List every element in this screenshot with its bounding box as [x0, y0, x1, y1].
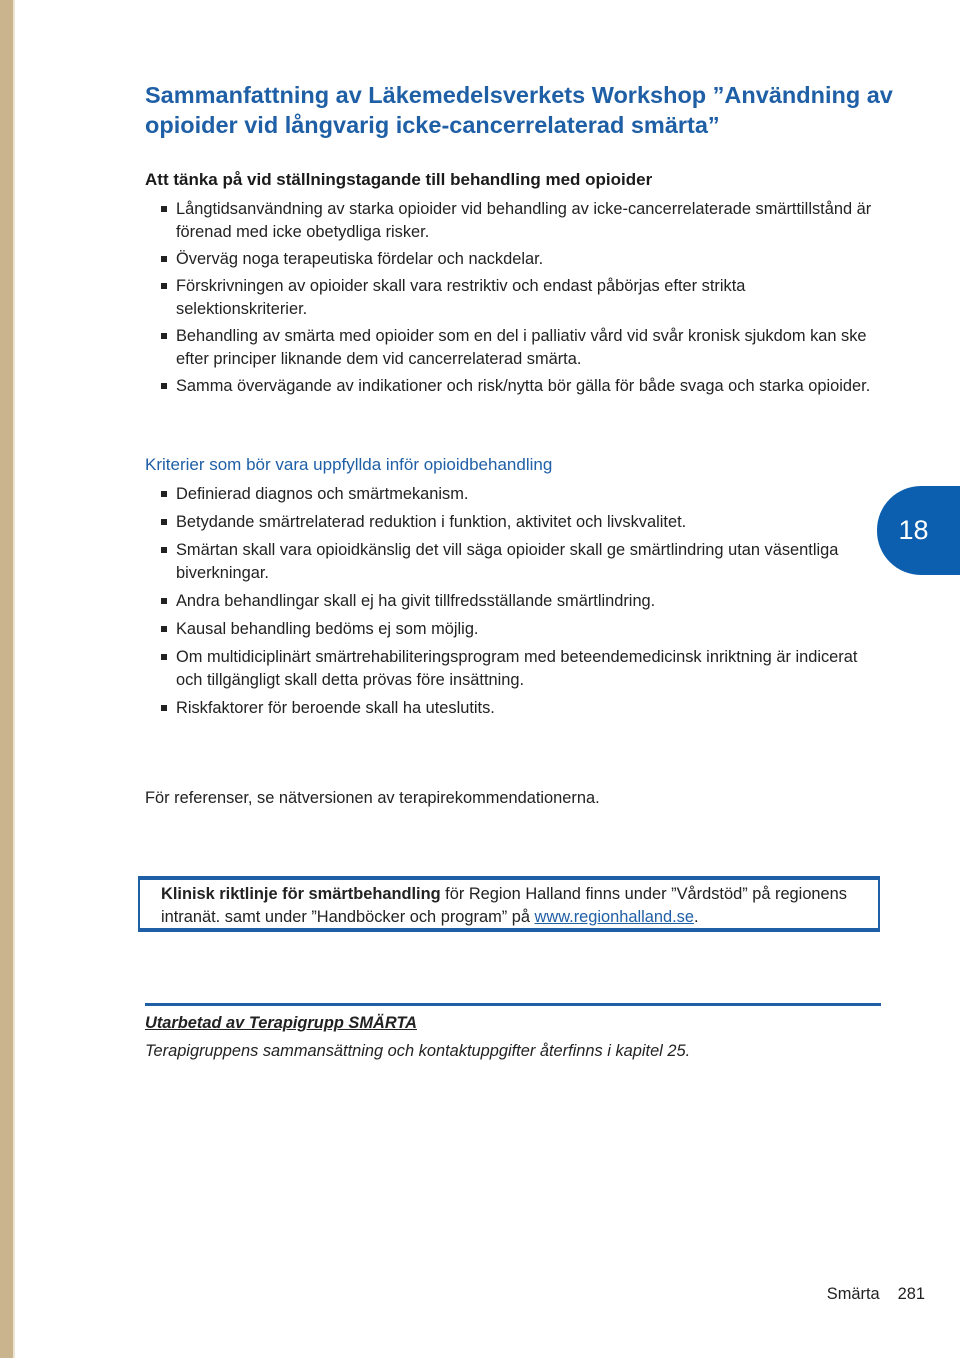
- list-item: [145, 697, 880, 720]
- list-item-text: Smärtan skall vara opioidkänslig det vill säga opioider skall ge smärtlindring utan väsentliga biverkningar.: [176, 541, 839, 582]
- footer-text: Terapigruppens sammansättning och kontaktuppgifter återfinns i kapitel 25.: [145, 1042, 691, 1060]
- list-item-text: Riskfaktorer för beroende skall ha uteslutits.: [176, 699, 495, 717]
- page-number: 281: [897, 1285, 925, 1303]
- list-item-text: Långtidsanvändning av starka opioider vid behandling av icke-cancerrelaterade smärttillstånd är förenad med icke obetydliga risker.: [176, 200, 872, 241]
- list-item-text: Behandling av smärta med opioider som en del i palliativ vård vid svår kronisk sjukdom kan ske efter principer liknande dem vid cancerrelaterad smärta.: [176, 327, 867, 368]
- page-section-name: Smärta: [826, 1285, 880, 1303]
- references-note: För referenser, se nätversionen av terapirekommendationerna.: [145, 789, 600, 807]
- chapter-tab: [877, 486, 960, 575]
- page-margin-stripe: [0, 0, 13, 1358]
- list-item-text: Definierad diagnos och smärtmekanism.: [176, 485, 469, 503]
- list-item-text: Kausal behandling bedöms ej som möjlig.: [176, 620, 479, 638]
- list-item: [145, 325, 880, 371]
- list-item: [145, 375, 880, 398]
- square-bullet-icon: [161, 256, 167, 262]
- considerations-list: [145, 198, 880, 402]
- footer-divider: [145, 1003, 881, 1006]
- square-bullet-icon: [161, 705, 167, 711]
- square-bullet-icon: [161, 206, 167, 212]
- square-bullet-icon: [161, 383, 167, 389]
- list-item-text: Om multidiciplinärt smärtrehabiliteringsprogram med beteendemedicinsk inriktning är indicerat och tillgängligt skall detta prövas före insättning.: [176, 648, 858, 689]
- chapter-number: 18: [898, 515, 929, 545]
- regionhalland-link[interactable]: www.regionhalland.se: [534, 908, 694, 926]
- page-footer: [827, 1285, 925, 1304]
- list-item: [145, 646, 880, 692]
- list-item: [145, 483, 880, 506]
- criteria-list: [145, 483, 880, 725]
- list-item: [145, 198, 880, 244]
- square-bullet-icon: [161, 598, 167, 604]
- guideline-title: Klinisk riktlinje för smärtbehandling: [161, 885, 441, 903]
- list-item: [145, 590, 880, 613]
- guideline-text-end: .: [693, 908, 699, 926]
- guideline-box: [138, 876, 880, 932]
- section-heading-considerations: Att tänka på vid ställningstagande till behandling med opioider: [145, 170, 653, 189]
- square-bullet-icon: [161, 283, 167, 289]
- square-bullet-icon: [161, 491, 167, 497]
- list-item-text: Förskrivningen av opioider skall vara restriktiv och endast påbörjas efter strikta selektionskriterier.: [176, 277, 746, 318]
- square-bullet-icon: [161, 654, 167, 660]
- page-title: Sammanfattning av Läkemedelsverkets Workshop ”Användning av opioider vid långvarig icke-cancerrelaterad smärta”: [145, 82, 893, 138]
- list-item: [145, 539, 880, 585]
- list-item: [145, 511, 880, 534]
- section-heading-criteria: Kriterier som bör vara uppfyllda inför opioidbehandling: [145, 455, 553, 474]
- guideline-text: för Region Halland finns under ”Vårdstöd” på regionens intranät. samt under ”Handböcker och program” på: [161, 885, 847, 926]
- square-bullet-icon: [161, 519, 167, 525]
- square-bullet-icon: [161, 547, 167, 553]
- square-bullet-icon: [161, 626, 167, 632]
- square-bullet-icon: [161, 333, 167, 339]
- page-margin-stripe-edge: [13, 0, 15, 1358]
- list-item: [145, 248, 880, 271]
- list-item-text: Samma övervägande av indikationer och risk/nytta bör gälla för både svaga och starka opioider.: [176, 377, 871, 395]
- list-item: [145, 618, 880, 641]
- list-item-text: Andra behandlingar skall ej ha givit tillfredsställande smärtlindring.: [176, 592, 656, 610]
- list-item: [145, 275, 880, 321]
- footer-heading: Utarbetad av Terapigrupp SMÄRTA: [145, 1014, 417, 1032]
- list-item-text: Betydande smärtrelaterad reduktion i funktion, aktivitet och livskvalitet.: [176, 513, 687, 531]
- list-item-text: Överväg noga terapeutiska fördelar och nackdelar.: [176, 250, 544, 268]
